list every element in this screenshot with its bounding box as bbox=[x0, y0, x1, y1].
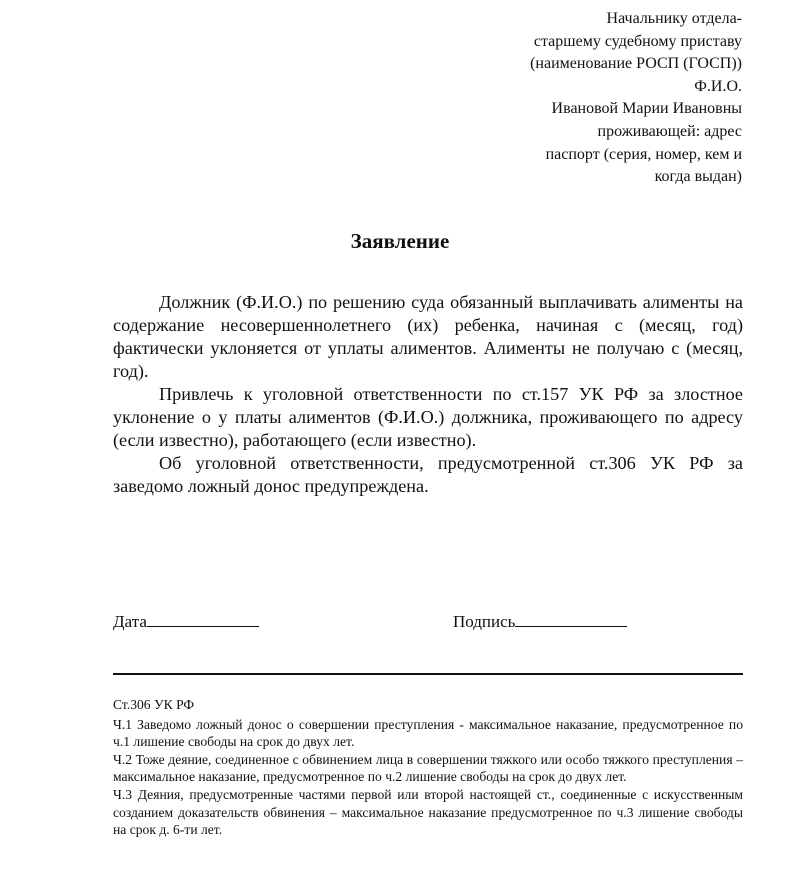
signature-label: Подпись bbox=[453, 612, 516, 631]
footnote-part: Ч.1 Заведомо ложный донос о совершении преступления - максимальное наказание, предусмотренное по ч.1 лишение свободы на срок до двух лет. bbox=[113, 716, 743, 750]
addressee-line: старшему судебному приставу bbox=[533, 32, 742, 50]
statement-body bbox=[113, 291, 743, 498]
body-paragraph: Об уголовной ответственности, предусмотренной ст.306 УК РФ за заведомо ложный донос предупреждена. bbox=[113, 453, 743, 496]
addressee-line: (наименование РОСП (ГОСП)) bbox=[530, 55, 742, 73]
footnote-heading: Ст.306 УК РФ bbox=[113, 697, 195, 712]
addressee-line: когда выдан) bbox=[654, 168, 742, 186]
footnote-part: Ч.3 Деяния, предусмотренные частями первой или второй настоящей ст., соединенные с искусственным созданием доказательств обвинения – максимальное наказание предусмотренное по ч.3 лишение свободы на срок д. 6-ти лет. bbox=[113, 786, 743, 838]
addressee-line: Ф.И.О. bbox=[694, 77, 742, 95]
addressee-line: паспорт (серия, номер, кем и bbox=[545, 145, 742, 163]
body-paragraph: Должник (Ф.И.О.) по решению суда обязанный выплачивать алименты на содержание несовершеннолетнего (их) ребенка, начиная с (месяц, год) фактически уклоняется от уплаты алиментов. Алименты не получаю с (месяц, год). bbox=[113, 292, 743, 381]
date-label: Дата bbox=[113, 612, 147, 631]
footnote-block bbox=[113, 696, 743, 839]
footnote-divider bbox=[113, 673, 743, 675]
addressee-line: проживающей: адрес bbox=[597, 122, 742, 140]
body-paragraph: Привлечь к уголовной ответственности по ст.157 УК РФ за злостное уклонение о у платы алиментов (Ф.И.О.) должника, проживающего по адресу (если известно), работающего (если известно). bbox=[113, 384, 743, 450]
date-blank-line bbox=[147, 612, 259, 627]
signature-field bbox=[453, 612, 627, 632]
date-field bbox=[113, 612, 259, 632]
document-title: Заявление bbox=[350, 229, 450, 253]
addressee-line: Начальнику отдела- bbox=[606, 10, 742, 27]
addressee-block bbox=[412, 8, 742, 189]
addressee-line: Ивановой Марии Ивановны bbox=[551, 100, 742, 118]
signature-blank-line bbox=[515, 612, 627, 627]
footnote-part: Ч.2 Тоже деяние, соединенное с обвинением лица в совершении тяжкого или особо тяжкого преступления – максимальное наказание, предусмотренное по ч.2 лишение свободы на срок до двух лет. bbox=[113, 751, 743, 785]
signature-row bbox=[113, 612, 743, 638]
